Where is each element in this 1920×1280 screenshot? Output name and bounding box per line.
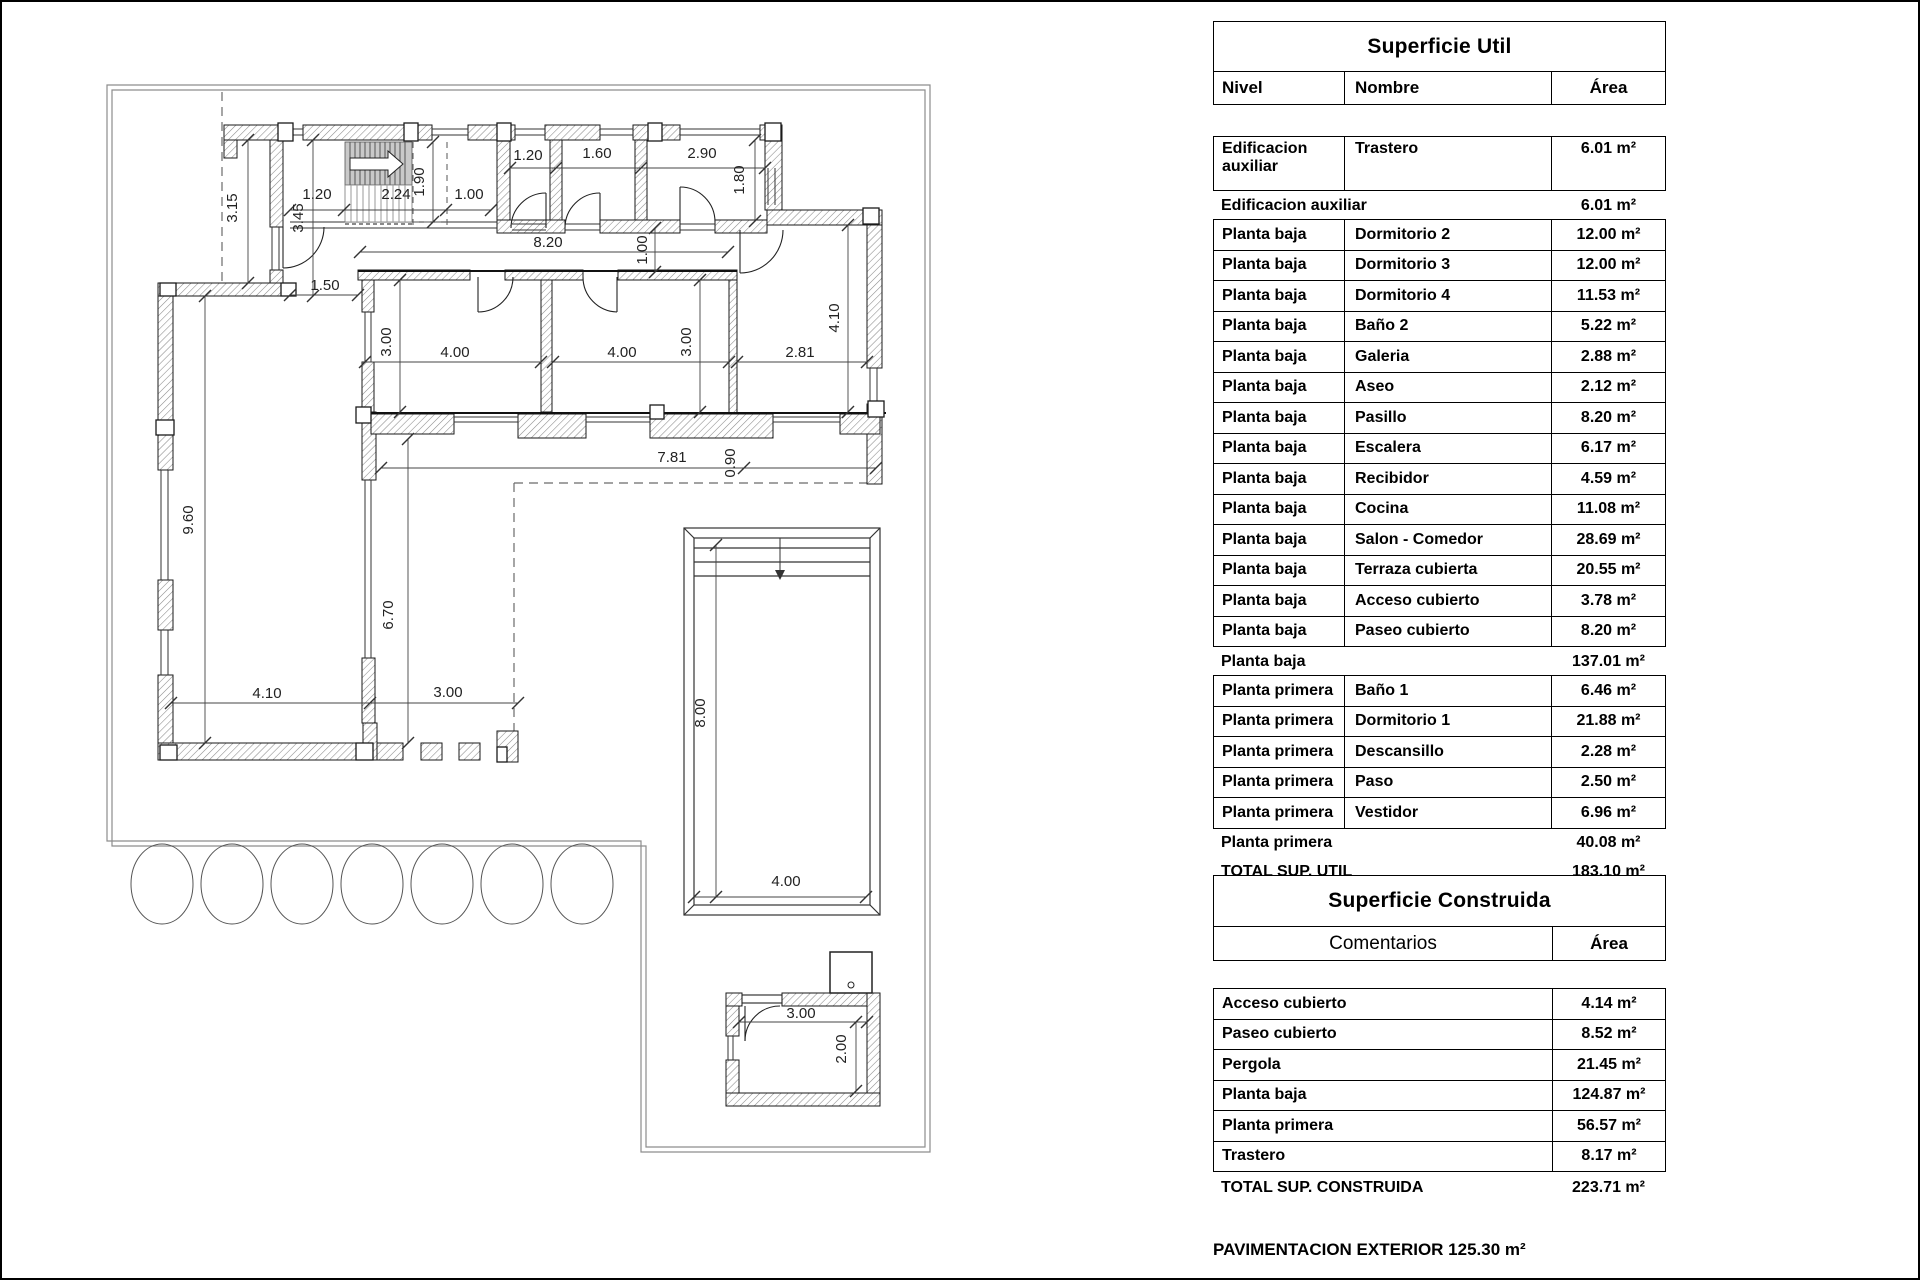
table-row [1213, 136, 1666, 191]
dimension-label: 4.10 [826, 303, 843, 333]
cell-nombre: Vestidor [1344, 798, 1552, 828]
dimension-label: 4.00 [440, 344, 470, 361]
subtotal-label: Planta primera [1221, 834, 1333, 851]
cell-nombre: Escalera [1344, 434, 1552, 464]
cell-nivel: Planta baja [1222, 225, 1307, 243]
cell-area: 8.17 m² [1552, 1142, 1665, 1172]
column-header-area: Área [1589, 78, 1628, 97]
cell-area: 2.88 m² [1580, 347, 1637, 365]
subtotal-label: Edificacion auxiliar [1221, 196, 1367, 214]
table-row [1213, 1080, 1666, 1112]
dimension-label: 3.00 [433, 684, 463, 701]
superficie-construida-table [1213, 875, 1666, 1203]
table-row [1213, 372, 1666, 404]
cell-area: 6.01 m² [1580, 140, 1637, 157]
cell-area: 56.57 m² [1552, 1111, 1665, 1141]
cell-area: 6.96 m² [1580, 803, 1637, 821]
cell-nivel: Planta baja [1222, 530, 1307, 548]
dimension-label: 8.00 [692, 698, 709, 728]
cell-area: 2.50 m² [1580, 773, 1637, 791]
pool [684, 528, 880, 915]
cell-area: 6.17 m² [1580, 439, 1637, 457]
cell-area: 4.59 m² [1580, 469, 1637, 487]
cell-nivel: Planta baja [1222, 561, 1307, 579]
column-header-nivel: Nivel [1222, 78, 1263, 98]
cell-area: 21.88 m² [1576, 712, 1641, 730]
stairs [345, 142, 447, 228]
table-row [1213, 555, 1666, 587]
planta-baja-rows [1213, 219, 1666, 647]
cell-comentario: Pergola [1222, 1055, 1281, 1073]
dimension-label: 3.45 [290, 203, 307, 233]
total-label: TOTAL SUP. UTIL [1221, 863, 1353, 880]
cell-nombre: Salon - Comedor [1344, 525, 1552, 555]
dimension-label: 0.90 [722, 448, 739, 478]
cell-nivel: Planta baja [1222, 469, 1307, 487]
cell-nombre: Cocina [1344, 495, 1552, 525]
dimension-label: 3.00 [678, 327, 695, 357]
dimension-label: 3.00 [786, 1005, 816, 1022]
subtotal-label: Planta baja [1221, 652, 1306, 670]
cell-area: 28.69 m² [1576, 530, 1641, 548]
column-header-comentarios: Comentarios [1329, 932, 1437, 954]
table-row [1213, 797, 1666, 829]
cell-nombre: Paseo cubierto [1344, 617, 1552, 647]
table-row [1213, 585, 1666, 617]
dimension-label: 1.00 [454, 186, 484, 203]
dimension-label: 2.81 [785, 344, 815, 361]
cell-nivel: Edificacion auxiliar [1222, 140, 1308, 176]
cell-area: 124.87 m² [1552, 1081, 1665, 1111]
dimension-label: 1.20 [513, 147, 543, 164]
cell-area: 20.55 m² [1576, 561, 1641, 579]
cell-nombre: Baño 1 [1344, 676, 1552, 706]
cell-nombre: Trastero [1344, 137, 1552, 190]
dimension-label: 6.70 [380, 600, 397, 630]
total-label: TOTAL SUP. CONSTRUIDA [1221, 1178, 1424, 1196]
cell-nivel: Planta baja [1222, 622, 1307, 640]
cell-area: 6.46 m² [1580, 681, 1637, 699]
cell-nivel: Planta baja [1222, 286, 1307, 304]
cell-comentario: Acceso cubierto [1222, 994, 1347, 1012]
dimension-label: 3.00 [378, 327, 395, 357]
dimension-label: 8.20 [533, 234, 563, 251]
table-row [1213, 433, 1666, 465]
cell-comentario: Trastero [1222, 1147, 1286, 1165]
dimension-label: 4.00 [771, 873, 801, 890]
superficie-construida-title: Superficie Construida [1213, 875, 1666, 927]
subtotal-row [1213, 829, 1666, 858]
dimension-label: 2.90 [687, 145, 717, 162]
table-row [1213, 988, 1666, 1020]
table-row [1213, 767, 1666, 799]
cell-nivel: Planta primera [1222, 712, 1334, 730]
cell-nivel: Planta baja [1222, 500, 1307, 518]
cell-nivel: Planta baja [1222, 347, 1307, 365]
cell-nivel: Planta primera [1222, 681, 1334, 699]
cell-nombre: Terraza cubierta [1344, 556, 1552, 586]
cell-nombre: Dormitorio 1 [1344, 707, 1552, 737]
column-header-nombre: Nombre [1344, 72, 1552, 104]
cell-area: 3.78 m² [1580, 591, 1637, 609]
cell-comentario: Paseo cubierto [1222, 1025, 1337, 1043]
dimension-label: 1.90 [411, 167, 428, 197]
table-row [1213, 280, 1666, 312]
cell-nombre: Dormitorio 2 [1344, 220, 1552, 250]
total-area: 223.71 m² [1572, 1178, 1645, 1196]
subtotal-area: 137.01 m² [1572, 652, 1645, 670]
dimension-label: 1.60 [582, 145, 612, 162]
cell-nombre: Descansillo [1344, 737, 1552, 767]
landscaping-circles [131, 844, 613, 924]
cell-nombre: Aseo [1344, 373, 1552, 403]
total-area: 183.10 m² [1572, 863, 1645, 880]
cell-nivel: Planta primera [1222, 742, 1334, 760]
table-row [1213, 706, 1666, 738]
table-row [1213, 402, 1666, 434]
superficie-util-title: Superficie Util [1213, 21, 1666, 72]
subtotal-area: 6.01 m² [1580, 196, 1637, 214]
cell-nivel: Planta primera [1222, 803, 1334, 821]
cell-nivel: Planta baja [1222, 378, 1307, 396]
cell-area: 8.52 m² [1552, 1020, 1665, 1050]
cell-area: 2.28 m² [1580, 742, 1637, 760]
table-row [1213, 219, 1666, 251]
table-row [1213, 1110, 1666, 1142]
dimension-label: 3.15 [224, 193, 241, 223]
table-row [1213, 1049, 1666, 1081]
table-row [1213, 675, 1666, 707]
cell-area: 21.45 m² [1552, 1050, 1665, 1080]
table-row [1213, 524, 1666, 556]
total-row [1213, 1172, 1666, 1203]
cell-nivel: Planta baja [1222, 256, 1307, 274]
cell-nombre: Pasillo [1344, 403, 1552, 433]
slab-edges [356, 271, 886, 413]
dimension-label: 2.00 [833, 1034, 850, 1064]
dimension-label: 4.00 [607, 344, 637, 361]
cell-area: 8.20 m² [1580, 408, 1637, 426]
superficie-construida-header [1213, 926, 1666, 961]
table-row [1213, 1141, 1666, 1173]
cell-nivel: Planta baja [1222, 317, 1307, 335]
cell-nombre: Paso [1344, 768, 1552, 798]
column-header-area: Área [1552, 927, 1665, 960]
superficie-util-header [1213, 71, 1666, 105]
cell-area: 5.22 m² [1580, 317, 1637, 335]
table-row [1213, 494, 1666, 526]
table-row [1213, 736, 1666, 768]
subtotal-row [1213, 647, 1666, 676]
dimension-label: 9.60 [180, 505, 197, 535]
construida-rows [1213, 988, 1666, 1172]
storage-building [830, 952, 872, 993]
cell-area: 12.00 m² [1576, 225, 1641, 243]
dimension-label: 2.24 [381, 186, 411, 203]
cell-area: 12.00 m² [1576, 256, 1641, 274]
subtotal-row [1213, 191, 1666, 220]
cell-area: 4.14 m² [1552, 989, 1665, 1019]
dimension-label: 4.10 [252, 685, 282, 702]
table-row [1213, 1019, 1666, 1051]
cell-nombre: Dormitorio 4 [1344, 281, 1552, 311]
dimension-label: 7.81 [657, 449, 687, 466]
cell-nombre: Recibidor [1344, 464, 1552, 494]
cell-nivel: Planta baja [1222, 439, 1307, 457]
table-row [1213, 463, 1666, 495]
subtotal-area: 40.08 m² [1576, 834, 1641, 851]
planta-primera-rows [1213, 675, 1666, 829]
cell-nombre: Galeria [1344, 342, 1552, 372]
cell-nivel: Planta baja [1222, 591, 1307, 609]
cell-nombre: Baño 2 [1344, 312, 1552, 342]
cell-comentario: Planta baja [1222, 1086, 1307, 1104]
cell-nombre: Dormitorio 3 [1344, 251, 1552, 281]
cell-nivel: Planta primera [1222, 773, 1334, 791]
cell-area: 11.53 m² [1576, 286, 1641, 304]
pavimentacion-note: PAVIMENTACION EXTERIOR 125.30 m² [1213, 1240, 1526, 1259]
table-row [1213, 250, 1666, 282]
table-row [1213, 311, 1666, 343]
cell-area: 8.20 m² [1580, 622, 1637, 640]
dimension-label: 1.20 [302, 186, 332, 203]
cell-nombre: Acceso cubierto [1344, 586, 1552, 616]
cell-nivel: Planta baja [1222, 408, 1307, 426]
cell-comentario: Planta primera [1222, 1116, 1334, 1134]
cell-area: 11.08 m² [1576, 500, 1641, 518]
cell-area: 2.12 m² [1580, 378, 1637, 396]
dimension-label: 1.00 [634, 235, 651, 265]
dimension-label: 1.50 [310, 277, 340, 294]
superficie-util-table [1213, 21, 1666, 887]
table-row [1213, 341, 1666, 373]
dimension-label: 1.80 [731, 165, 748, 195]
table-row [1213, 616, 1666, 648]
